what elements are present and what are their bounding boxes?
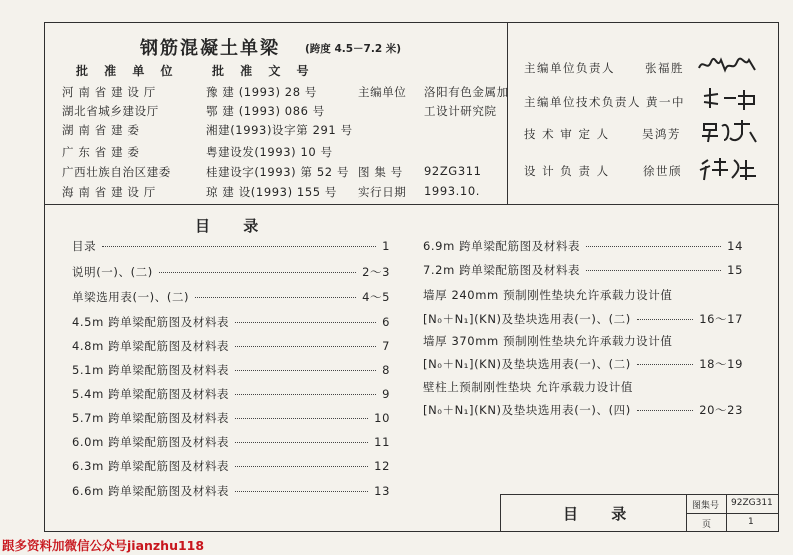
signature-image bbox=[698, 156, 762, 187]
toc-entry-page: 12 bbox=[374, 459, 390, 473]
effective-date-label: 实行日期 bbox=[358, 185, 407, 199]
leader-dots bbox=[235, 370, 376, 371]
responsible-name: 吴鸿芳 bbox=[642, 127, 681, 141]
toc-entry-label: 6.6m 跨单梁配筋图及材料表 bbox=[72, 484, 230, 498]
toc-entry-label: 4.5m 跨单梁配筋图及材料表 bbox=[72, 315, 230, 329]
effective-date-value: 1993.10. bbox=[424, 184, 481, 198]
toc-entry-label: 6.9m 跨单梁配筋图及材料表 bbox=[423, 239, 581, 253]
toc-entry-page: 2～3 bbox=[362, 265, 390, 279]
toc-entry-page: 4～5 bbox=[362, 290, 390, 304]
approval-doc: 琼 建 设(1993) 155 号 bbox=[206, 185, 338, 199]
toc-entry-page: 7 bbox=[382, 339, 390, 353]
toc-entry[interactable] bbox=[72, 458, 390, 474]
toc-entry[interactable] bbox=[423, 262, 743, 278]
atlas-title: 钢筋混凝土单梁 bbox=[140, 38, 280, 59]
approval-doc-heading: 批 准 文 号 bbox=[212, 64, 315, 78]
titleblock-left bbox=[500, 494, 501, 532]
span-note: (跨度 4.5－7.2 米) bbox=[305, 43, 402, 55]
leader-dots bbox=[195, 297, 356, 298]
approval-doc: 湘建(1993)设字第 291 号 bbox=[206, 123, 353, 137]
leader-dots bbox=[102, 246, 376, 247]
approval-doc: 豫 建 (1993) 28 号 bbox=[206, 85, 317, 99]
responsible-name: 黄一中 bbox=[646, 95, 685, 109]
toc-entry-label: 单梁选用表(一)、(二) bbox=[72, 290, 190, 304]
toc-entry-label: 墙厚 240mm 预制刚性垫块允许承载力设计值 bbox=[423, 288, 673, 302]
leader-dots bbox=[586, 246, 721, 247]
responsible-role: 主编单位负责人 bbox=[524, 61, 615, 75]
toc-entry[interactable] bbox=[423, 311, 743, 327]
toc-entry[interactable] bbox=[72, 483, 390, 499]
toc-entry-page: 10 bbox=[374, 411, 390, 425]
leader-dots bbox=[235, 322, 376, 323]
approval-unit: 湖北省城乡建设厅 bbox=[62, 104, 159, 118]
toc-entry-page: 15 bbox=[727, 263, 743, 277]
leader-dots bbox=[637, 410, 693, 411]
leader-dots bbox=[235, 346, 376, 347]
leader-dots bbox=[637, 319, 693, 320]
toc-entry[interactable] bbox=[423, 356, 743, 372]
toc-heading: 目 录 bbox=[195, 217, 273, 235]
toc-entry-label: 目录 bbox=[72, 239, 97, 253]
approval-doc: 桂建设字(1993) 第 52 号 bbox=[206, 165, 350, 179]
titleblock-atlas-label: 图集号 bbox=[692, 501, 720, 511]
toc-entry-page: 14 bbox=[727, 239, 743, 253]
responsible-role: 主编单位技术负责人 bbox=[524, 95, 641, 109]
toc-entry-page: 16～17 bbox=[699, 312, 743, 326]
approval-unit: 广 东 省 建 委 bbox=[62, 145, 140, 159]
toc-entry[interactable] bbox=[72, 410, 390, 426]
titleblock-page-value: 1 bbox=[748, 517, 754, 527]
atlas-number-value: 92ZG311 bbox=[424, 164, 482, 178]
responsible-name: 徐世颀 bbox=[643, 164, 682, 178]
toc-entry-page: 11 bbox=[374, 435, 390, 449]
toc-entry-label: 说明(一)、(二) bbox=[72, 265, 153, 279]
approval-unit: 湖 南 省 建 委 bbox=[62, 123, 140, 137]
titleblock-name: 目 录 bbox=[563, 505, 641, 523]
signature-image bbox=[700, 118, 762, 149]
toc-entry-page: 1 bbox=[382, 239, 390, 253]
toc-entry[interactable] bbox=[72, 386, 390, 402]
header-divider bbox=[44, 204, 779, 205]
titleblock-mid bbox=[686, 513, 779, 514]
toc-entry-label: 4.8m 跨单梁配筋图及材料表 bbox=[72, 339, 230, 353]
toc-entry-page: 6 bbox=[382, 315, 390, 329]
toc-entry-label: [N₀＋N₁](KN)及垫块选用表(一)、(二) bbox=[423, 312, 631, 326]
toc-entry[interactable] bbox=[72, 314, 390, 330]
toc-entry-page: 18～19 bbox=[699, 357, 743, 371]
toc-entry-label: 6.0m 跨单梁配筋图及材料表 bbox=[72, 435, 230, 449]
toc-entry-page: 20～23 bbox=[699, 403, 743, 417]
approval-unit: 河 南 省 建 设 厅 bbox=[62, 85, 156, 99]
toc-entry[interactable] bbox=[72, 238, 390, 254]
toc-entry-label: 壁柱上预制刚性垫块 允许承载力设计值 bbox=[423, 380, 633, 394]
toc-entry-label: 5.7m 跨单梁配筋图及材料表 bbox=[72, 411, 230, 425]
leader-dots bbox=[159, 272, 356, 273]
atlas-number-label: 图 集 号 bbox=[358, 165, 403, 179]
leader-dots bbox=[637, 364, 693, 365]
approval-unit: 海 南 省 建 设 厅 bbox=[62, 185, 156, 199]
toc-entry-label: [N₀＋N₁](KN)及垫块选用表(一)、(四) bbox=[423, 403, 631, 417]
toc-entry-page: 13 bbox=[374, 484, 390, 498]
toc-entry-label: [N₀＋N₁](KN)及垫块选用表(一)、(二) bbox=[423, 357, 631, 371]
titleblock-atlas-value: 92ZG311 bbox=[731, 498, 773, 508]
toc-entry[interactable] bbox=[423, 238, 743, 254]
watermark-text: 跟多资料加微信公众号jianzhu118 bbox=[2, 538, 205, 553]
toc-entry[interactable] bbox=[72, 264, 390, 280]
toc-entry-page: 9 bbox=[382, 387, 390, 401]
toc-entry-label: 7.2m 跨单梁配筋图及材料表 bbox=[423, 263, 581, 277]
leader-dots bbox=[235, 491, 368, 492]
signature-image bbox=[697, 54, 759, 81]
toc-entry-label: 6.3m 跨单梁配筋图及材料表 bbox=[72, 459, 230, 473]
leader-dots bbox=[586, 270, 721, 271]
titleblock-top bbox=[500, 494, 779, 495]
titleblock-page-label: 页 bbox=[702, 520, 712, 530]
toc-entry[interactable] bbox=[72, 362, 390, 378]
responsible-name: 张福胜 bbox=[645, 61, 684, 75]
toc-entry[interactable] bbox=[72, 434, 390, 450]
leader-dots bbox=[235, 418, 368, 419]
approval-doc: 鄂 建 (1993) 086 号 bbox=[206, 104, 325, 118]
toc-entry-label: 墙厚 370mm 预制刚性垫块允许承载力设计值 bbox=[423, 334, 673, 348]
responsible-role: 设 计 负 责 人 bbox=[524, 164, 610, 178]
editor-value-line2: 工设计研究院 bbox=[424, 104, 497, 118]
responsible-role: 技 术 审 定 人 bbox=[524, 127, 610, 141]
toc-entry-label: 5.4m 跨单梁配筋图及材料表 bbox=[72, 387, 230, 401]
toc-entry[interactable] bbox=[72, 338, 390, 354]
leader-dots bbox=[235, 394, 376, 395]
approval-unit: 广西壮族自治区建委 bbox=[62, 165, 171, 179]
editor-value-line1: 洛阳有色金属加 bbox=[424, 85, 509, 99]
approval-doc: 粤建设发(1993) 10 号 bbox=[206, 145, 333, 159]
toc-entry-page: 8 bbox=[382, 363, 390, 377]
editor-label: 主编单位 bbox=[358, 85, 407, 99]
toc-entry[interactable] bbox=[423, 402, 743, 418]
toc-entry[interactable] bbox=[72, 289, 390, 305]
header-column-divider bbox=[507, 22, 508, 204]
leader-dots bbox=[235, 442, 368, 443]
toc-entry-label: 5.1m 跨单梁配筋图及材料表 bbox=[72, 363, 230, 377]
leader-dots bbox=[235, 466, 368, 467]
signature-image bbox=[700, 86, 762, 117]
approval-unit-heading: 批 准 单 位 bbox=[76, 64, 179, 78]
